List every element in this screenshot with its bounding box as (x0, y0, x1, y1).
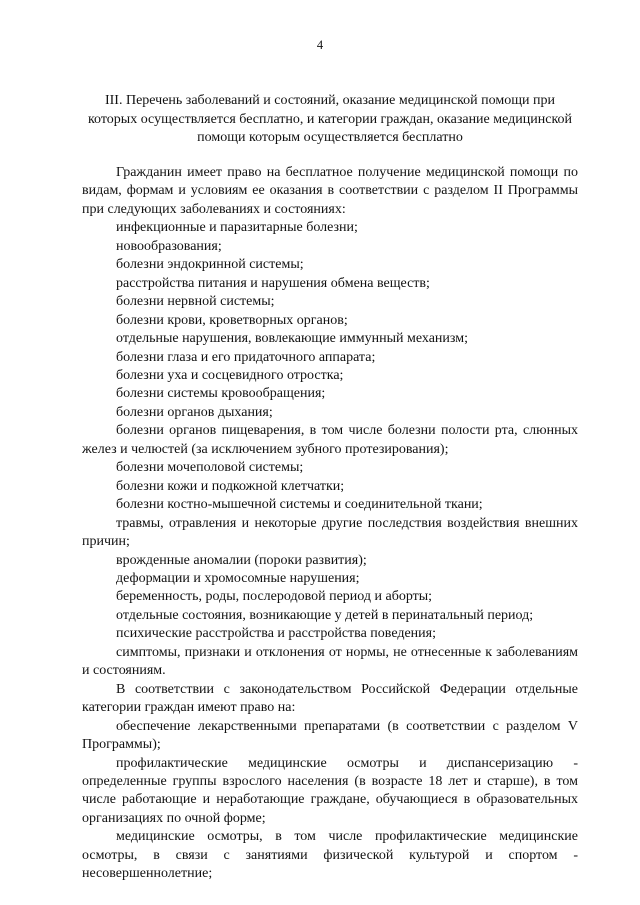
list-item: болезни нервной системы; (116, 294, 275, 310)
list-item: обеспечение лекарственными препаратами (в соответствии с разделом V Программы); (82, 718, 578, 753)
list-item: болезни глаза и его придаточного аппарата; (116, 349, 376, 365)
list-item: болезни кожи и подкожной клетчатки; (116, 478, 345, 494)
list-item: болезни уха и сосцевидного отростка; (116, 367, 344, 383)
list-item: новообразования; (116, 238, 222, 254)
list-item: медицинские осмотры, в том числе профилактические медицинские осмотры, в связи с занятиями физической культурой и спортом - несовершеннолетние; (82, 829, 578, 882)
list-item: расстройства питания и нарушения обмена веществ; (116, 275, 430, 291)
list-item: болезни системы кровообращения; (116, 386, 326, 402)
list-item: беременность, роды, послеродовой период и аборты; (116, 589, 433, 605)
section-heading: III. Перечень заболеваний и состояний, оказание медицинской помощи при которых осуществляется бесплатно, и категории граждан, оказание медицинской помощи которым осуществляется бесплатно (87, 93, 573, 145)
list-item: болезни костно-мышечной системы и соединительной ткани; (116, 497, 483, 513)
list-item: симптомы, признаки и отклонения от нормы, не отнесенные к заболеваниям и состояниям. (82, 644, 578, 679)
list-item: деформации и хромосомные нарушения; (116, 570, 360, 586)
list-item: отдельные нарушения, вовлекающие иммунный механизм; (116, 331, 468, 347)
list-item: болезни органов дыхания; (116, 404, 273, 420)
page-number: 4 (316, 38, 324, 52)
list-item: болезни эндокринной системы; (116, 257, 304, 273)
list-item: отдельные состояния, возникающие у детей в перинатальный период; (116, 607, 534, 623)
list-item: болезни органов пищеварения, в том числе болезни полости рта, слюнных желез и челюстей (за исключением зубного протезирования); (82, 423, 578, 457)
list-item: болезни мочеполовой системы; (116, 460, 304, 476)
list-item: психические расстройства и расстройства поведения; (116, 626, 436, 642)
list-item: профилактические медицинские осмотры и диспансеризацию - определенные группы взрослого населения (в возрасте 18 лет и старше), в том числе работающие и неработающие граждане, обучающиеся в образовательных организациях по очной форме; (82, 755, 578, 826)
document-body (82, 164, 578, 884)
list-item: болезни крови, кроветворных органов; (116, 312, 348, 328)
list-item: травмы, отравления и некоторые другие последствия воздействия внешних причин; (82, 515, 578, 550)
list-item: инфекционные и паразитарные болезни; (116, 220, 358, 236)
intro-paragraph: Гражданин имеет право на бесплатное получение медицинской помощи по видам, формам и условиям ее оказания в соответствии с разделом II Программы при следующих заболеваниях и состояниях: (82, 165, 578, 217)
list-item: врожденные аномалии (пороки развития); (116, 552, 367, 568)
categories-paragraph: В соответствии с законодательством Российской Федерации отдельные категории граждан имеют право на: (82, 681, 578, 716)
